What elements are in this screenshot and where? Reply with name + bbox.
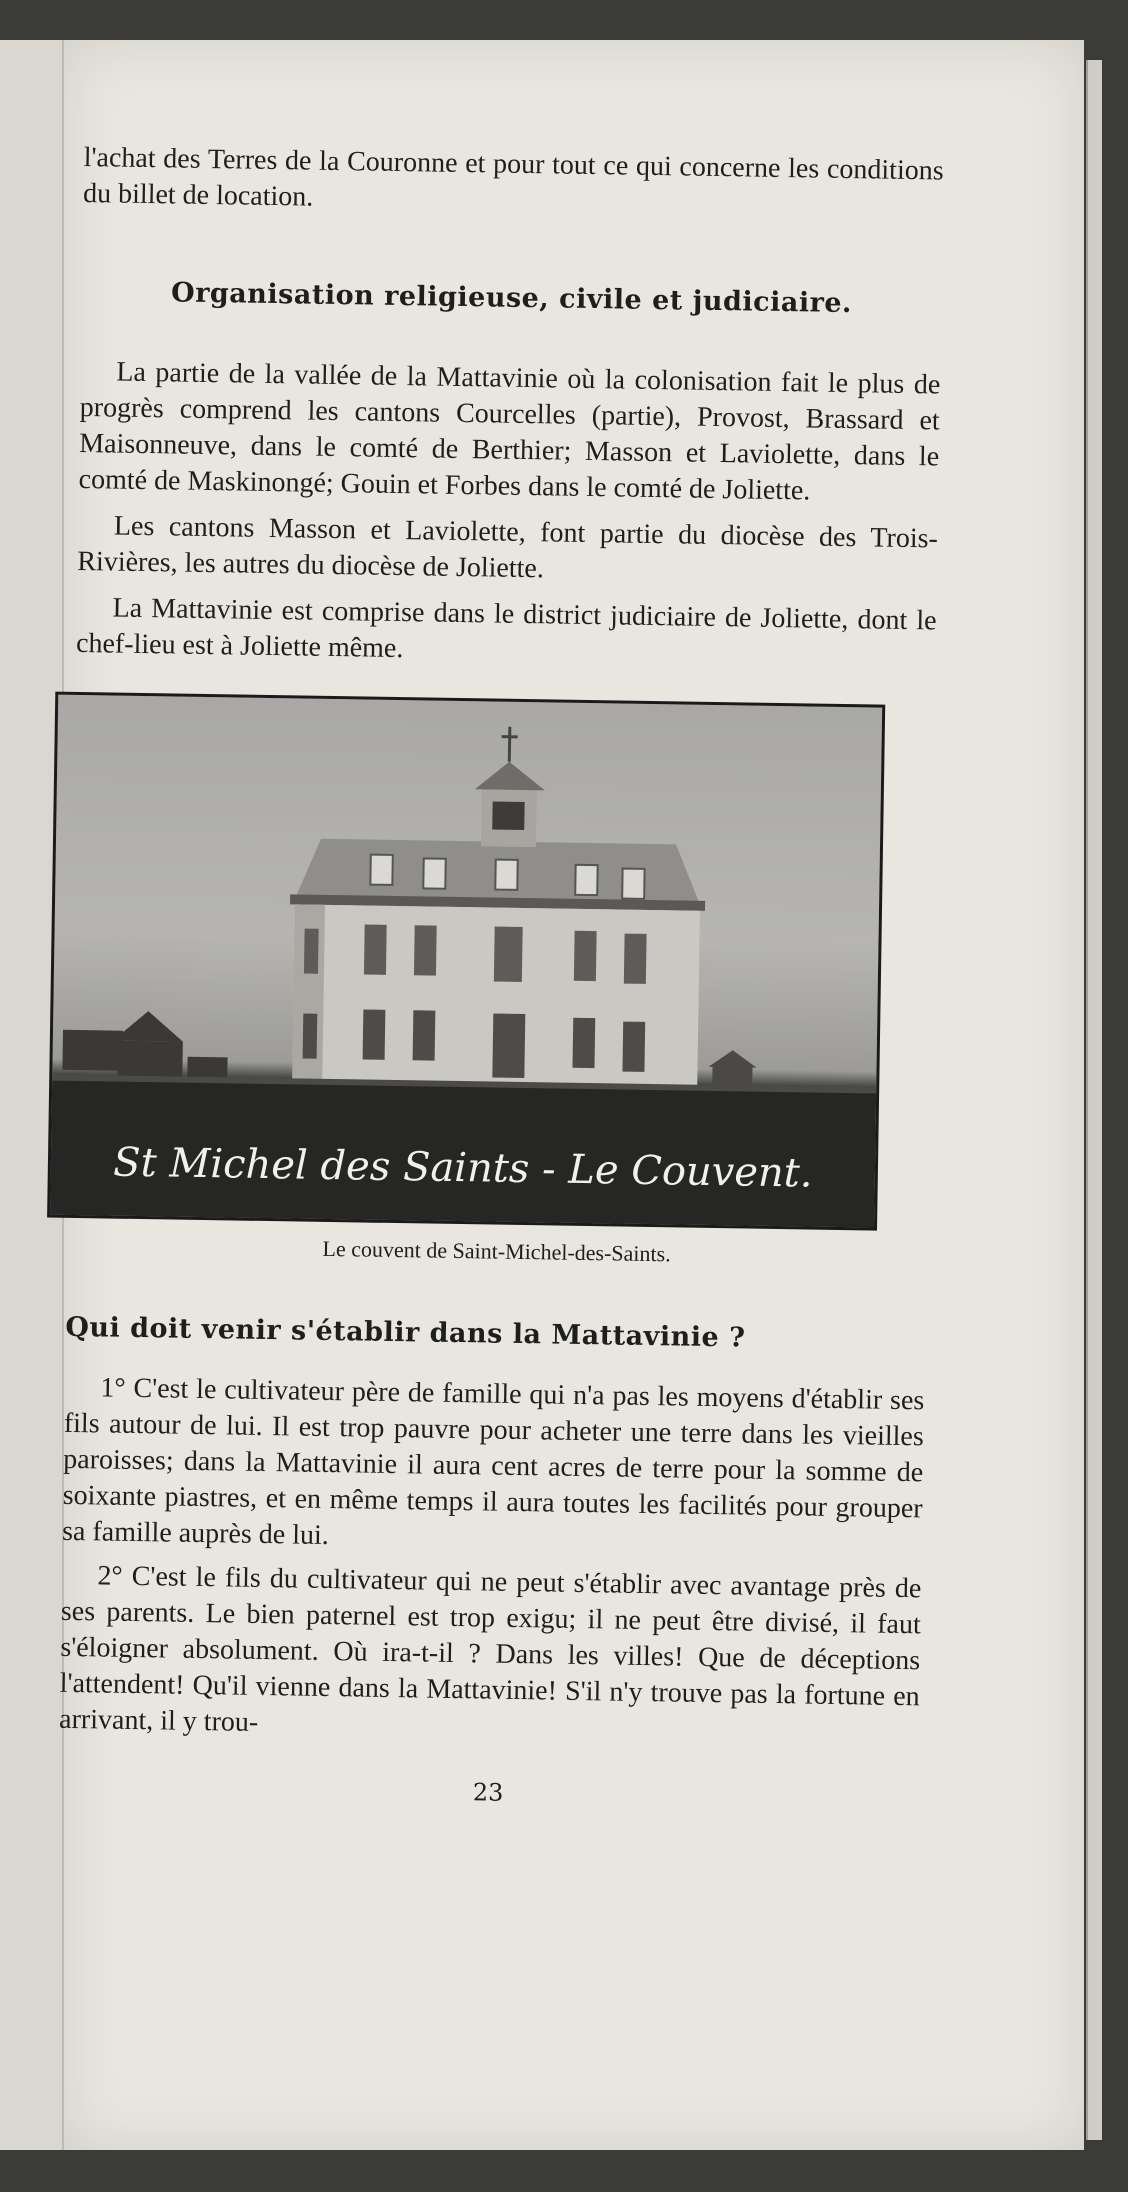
convent-illustration (50, 695, 882, 1228)
organisation-paragraphs (76, 354, 941, 675)
page-number: 23 (472, 1778, 504, 1807)
paragraph-point-1: 1° C'est le cultivateur père de famille qui n'a pas les moyens d'établir ses fils autour de lui. Il est trop pauvre pour acheter une terre dans les vieilles paroisses; dans la Mattavinie il aura cent acres de terre pour la somme de soixante piastres, et en même temps il aura toutes les facilités pour grouper sa famille auprès de lui. (61, 1372, 925, 1552)
paragraph-point-2: 2° C'est le fils du cultivateur qui ne peut s'établir avec avantage près de ses parents. Le bien paternel est trop exigu; il ne peut être divisé, il faut s'éloigner absolument. Où ira-t-il ? Dans les villes! Que de déceptions l'attendent! Qu'il vienne dans la Mattavinie! S'il n'y trouve pas la fortune en arrivant, il y trou- (58, 1560, 922, 1738)
convent-photograph (47, 692, 885, 1231)
page-content (58, 140, 944, 1813)
paragraph-cantons: La partie de la vallée de la Mattavinie où la colonisation fait le plus de progrès comprend les cantons Courcelles (partie), Provost, Brassard et Maisonneuve, dans le comté de Berthier; Masson et Laviolette, dans le comté de Maskinongé; Gouin et Forbes dans le comté de Joliette. (78, 356, 941, 507)
section-heading-qui-doit-venir: Qui doit venir s'établir dans la Mattavinie ? (65, 1311, 746, 1354)
section-heading-organisation: Organisation religieuse, civile et judiciaire. (170, 277, 853, 320)
paragraph-district: La Mattavinie est comprise dans le district judiciaire de Joliette, dont le chef-lieu est à Joliette même. (75, 592, 937, 665)
right-page-edge (1086, 60, 1102, 2140)
handwritten-photo-label: St Michel des Saints - Le Couvent. (112, 1139, 813, 1197)
intro-paragraph: l'achat des Terres de la Couronne et pour tout ce qui concerne les conditions du billet de location. (82, 141, 944, 213)
figure-caption: Le couvent de Saint-Michel-des-Saints. (322, 1235, 671, 1267)
paragraph-dioceses: Les cantons Masson et Laviolette, font partie du diocèse des Trois-Rivières, les autres du diocèse de Joliette. (77, 510, 939, 585)
